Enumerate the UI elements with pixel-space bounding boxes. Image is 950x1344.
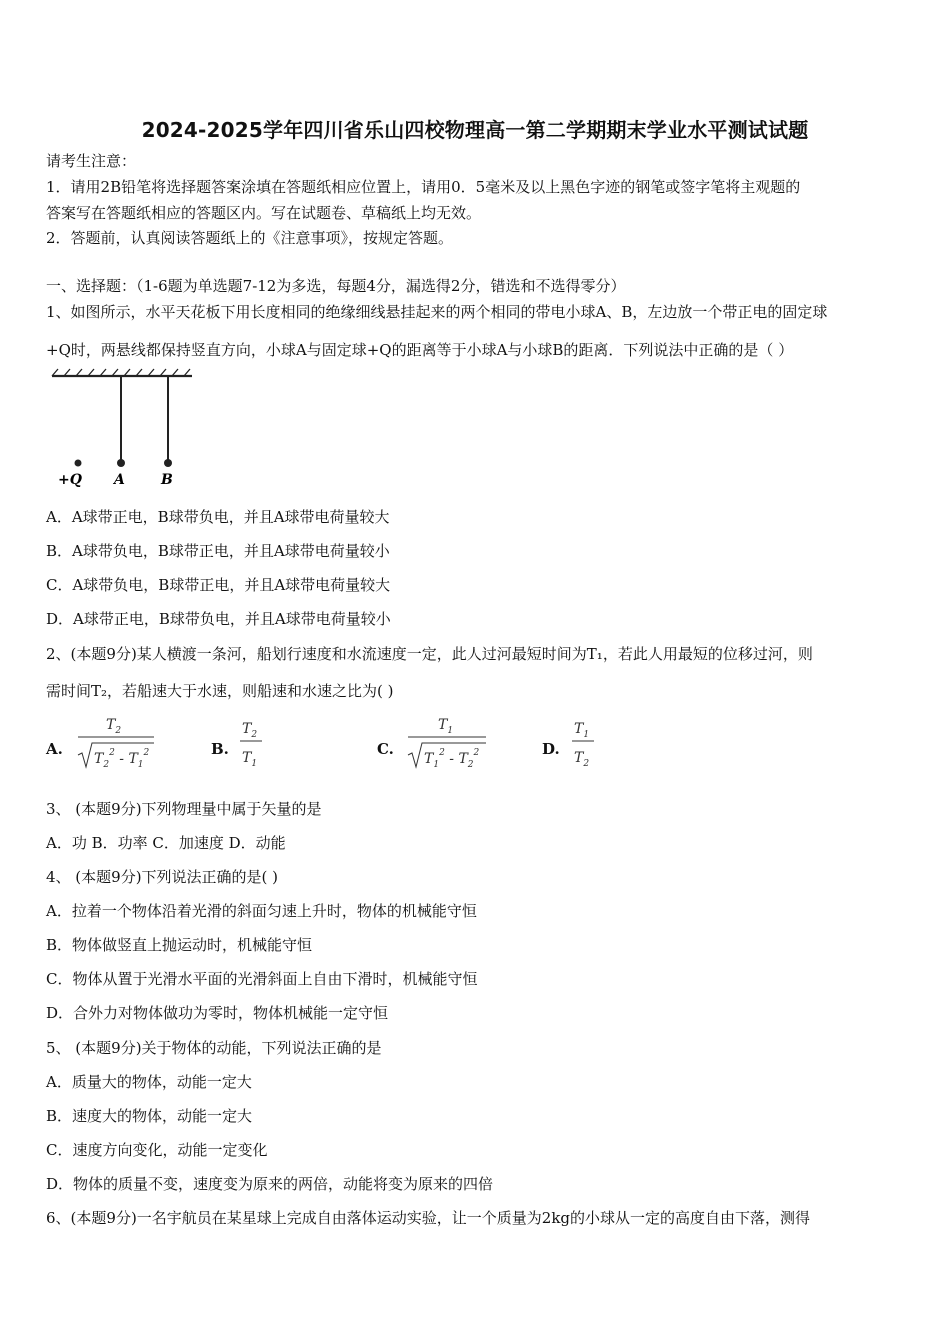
svg-text:T1: $T_1$ [438, 717, 454, 736]
svg-text:T1: $T_1$ [574, 721, 590, 740]
ball-q [75, 460, 82, 467]
q6-stem: 6、(本题9分)一名宇航员在某星球上完成自由落体运动实验，让一个质量为2kg的小球从一定的高度自由下落，测得 [46, 1209, 811, 1227]
notice-heading: 请考生注意： [46, 152, 137, 170]
q1-option-c: C．A球带负电，B球带正电，并且A球带电荷量较大 [46, 576, 391, 594]
q5-option-b: B．速度大的物体，动能一定大 [46, 1107, 253, 1125]
q4-option-c: C．物体从置于光滑水平面的光滑斜面上自由下滑时，机械能守恒 [46, 970, 478, 988]
q2-formula-b [238, 716, 266, 770]
q1-stem-2: +Q时，两悬线都保持竖直方向，小球A与固定球+Q的距离等于小球A与小球B的距离．下列说法中正确的是（ ） [46, 341, 794, 359]
q2-formula-c [404, 713, 488, 771]
q5-option-a: A．质量大的物体，动能一定大 [46, 1073, 252, 1091]
q1-stem-1: 1、如图所示，水平天花板下用长度相同的绝缘细线悬挂起来的两个相同的带电小球A、B，左边放一个带正电的固定球 [46, 303, 828, 321]
ball-b [164, 459, 172, 467]
notice-item-1b: 答案写在答题纸相应的答题区内。写在试题卷、草稿纸上均无效。 [46, 204, 482, 222]
label-q: +Q [58, 472, 82, 488]
ball-a [117, 459, 125, 467]
q2-option-d-label: D. [542, 740, 560, 758]
q3-stem: 3、 (本题9分)下列物理量中属于矢量的是 [46, 800, 322, 818]
q1-option-a: A．A球带正电，B球带负电，并且A球带电荷量较大 [46, 508, 390, 526]
notice-item-1a: 1．请用2B铅笔将选择题答案涂填在答题纸相应位置上，请用0．5毫米及以上黑色字迹的钢笔或签字笔将主观题的 [46, 178, 801, 196]
svg-text:T2: $T_2$ [106, 717, 122, 736]
q1-option-d: D．A球带正电，B球带负电，并且A球带电荷量较小 [46, 610, 391, 628]
notice-item-2: 2．答题前，认真阅读答题纸上的《注意事项》，按规定答题。 [46, 229, 454, 247]
q4-option-b: B．物体做竖直上抛运动时，机械能守恒 [46, 936, 313, 954]
q5-option-d: D．物体的质量不变，速度变为原来的两倍，动能将变为原来的四倍 [46, 1175, 494, 1193]
q2-formula-d [570, 716, 598, 770]
q4-option-d: D．合外力对物体做功为零时，物体机械能一定守恒 [46, 1004, 389, 1022]
q5-option-c: C．速度方向变化，动能一定变化 [46, 1141, 268, 1159]
q3-options: A．功 B．功率 C．加速度 D．动能 [46, 834, 286, 852]
q4-stem: 4、 (本题9分)下列说法正确的是( ) [46, 868, 279, 886]
q1-option-b: B．A球带负电，B球带正电，并且A球带电荷量较小 [46, 542, 390, 560]
q2-option-a-label: A. [46, 740, 63, 758]
svg-text:T2: $T_2$ [242, 721, 258, 740]
svg-text:T12 - T22: $T_1^2 - T_2^2$ [424, 748, 480, 770]
q1-figure [48, 364, 198, 489]
q2-option-b-label: B. [211, 740, 229, 758]
q2-stem-1: 2、(本题9分)某人横渡一条河，船划行速度和水流速度一定，此人过河最短时间为T₁，若此人用最短的位移过河，则 [46, 645, 813, 663]
q2-option-c-label: C. [377, 740, 394, 758]
q4-option-a: A．拉着一个物体沿着光滑的斜面匀速上升时，物体的机械能守恒 [46, 902, 477, 920]
label-b: B [161, 472, 173, 488]
label-a: A [114, 472, 125, 488]
q2-formula-a [74, 713, 156, 771]
svg-text:T2: $T_2$ [574, 750, 590, 769]
q2-stem-2: 需时间T₂，若船速大于水速，则船速和水速之比为( ) [46, 682, 394, 700]
q5-stem: 5、 (本题9分)关于物体的动能，下列说法正确的是 [46, 1039, 382, 1057]
page-title: 2024-2025学年四川省乐山四校物理高一第二学期期末学业水平测试试题 [141, 118, 809, 142]
svg-text:T22 - T12: $T_2^2 - T_1^2$ [94, 748, 150, 770]
section-heading: 一、选择题：（1-6题为单选题7-12为多选，每题4分，漏选得2分，错选和不选得零分） [46, 277, 626, 295]
svg-text:T1: $T_1$ [242, 750, 258, 769]
